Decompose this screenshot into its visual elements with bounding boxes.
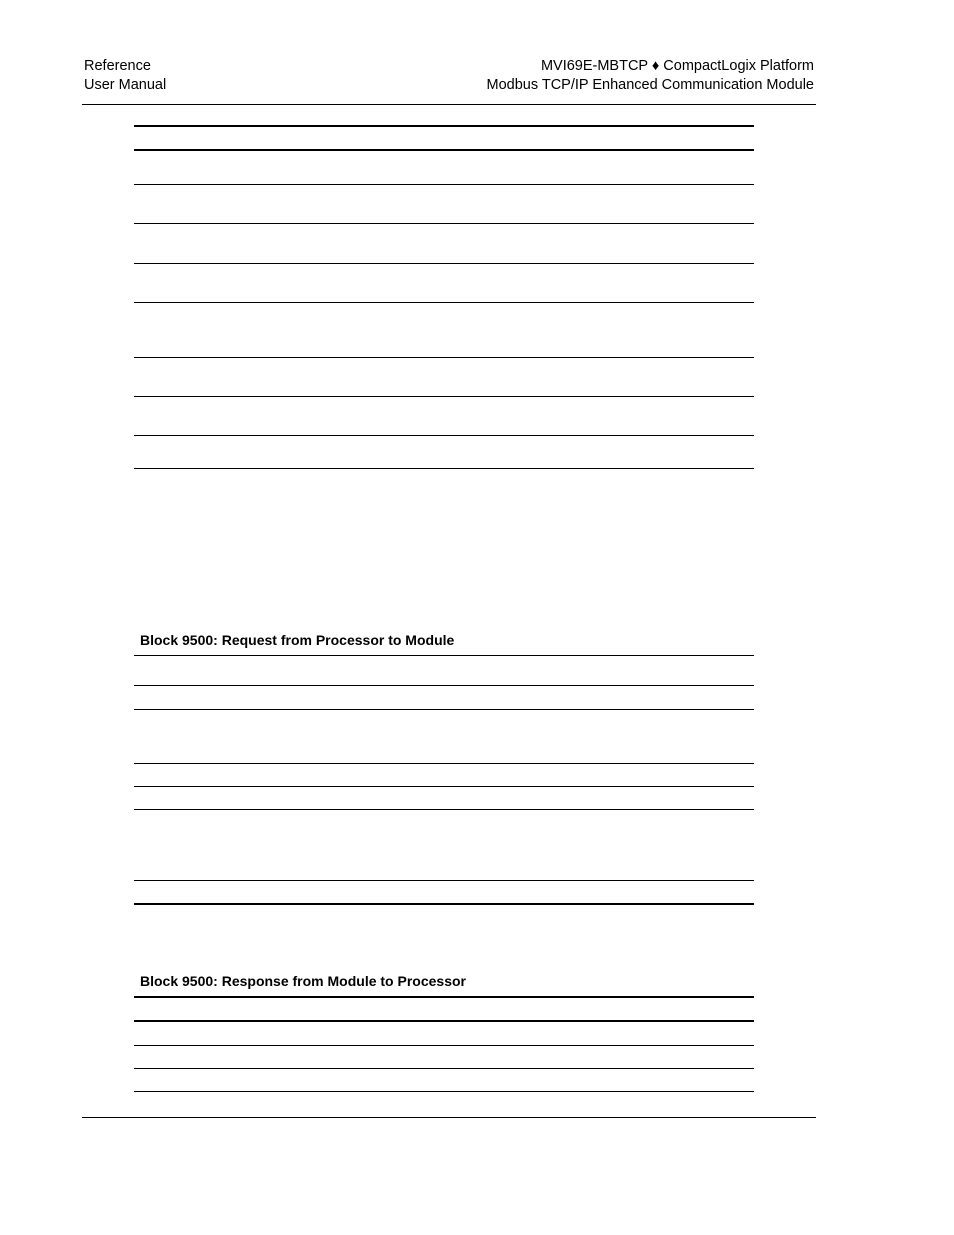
table-rule	[134, 357, 754, 358]
table-rule	[134, 709, 754, 710]
table-rule	[134, 786, 754, 787]
header-left	[84, 57, 166, 95]
table-rule	[134, 125, 754, 127]
table-rule	[134, 1068, 754, 1069]
header-doc-type: User Manual	[84, 77, 167, 93]
table-rule	[134, 880, 754, 881]
header-section-title: Reference	[84, 58, 151, 74]
header-right	[486, 57, 814, 95]
table-rule	[134, 396, 754, 397]
table-rule	[134, 685, 754, 686]
table-rule	[134, 996, 754, 998]
header-product: MVI69E-MBTCP ♦ CompactLogix Platform	[540, 58, 814, 74]
response-table-caption: Block 9500: Response from Module to Processor	[140, 973, 466, 989]
table-rule	[134, 763, 754, 764]
table-rule	[134, 263, 754, 264]
table-rule	[134, 302, 754, 303]
header-module: Modbus TCP/IP Enhanced Communication Module	[486, 77, 814, 93]
table-rule	[134, 655, 754, 656]
table-rule	[134, 223, 754, 224]
table-rule	[134, 1020, 754, 1022]
table-rule	[134, 1045, 754, 1046]
request-table-caption: Block 9500: Request from Processor to Module	[140, 632, 455, 648]
table-rule	[134, 1091, 754, 1092]
footer-rule	[82, 1117, 816, 1118]
table-rule	[134, 184, 754, 185]
header-rule	[82, 104, 816, 105]
table-rule	[134, 468, 754, 469]
table-rule	[134, 903, 754, 905]
table-rule	[134, 435, 754, 436]
table-rule	[134, 149, 754, 151]
table-rule	[134, 809, 754, 810]
